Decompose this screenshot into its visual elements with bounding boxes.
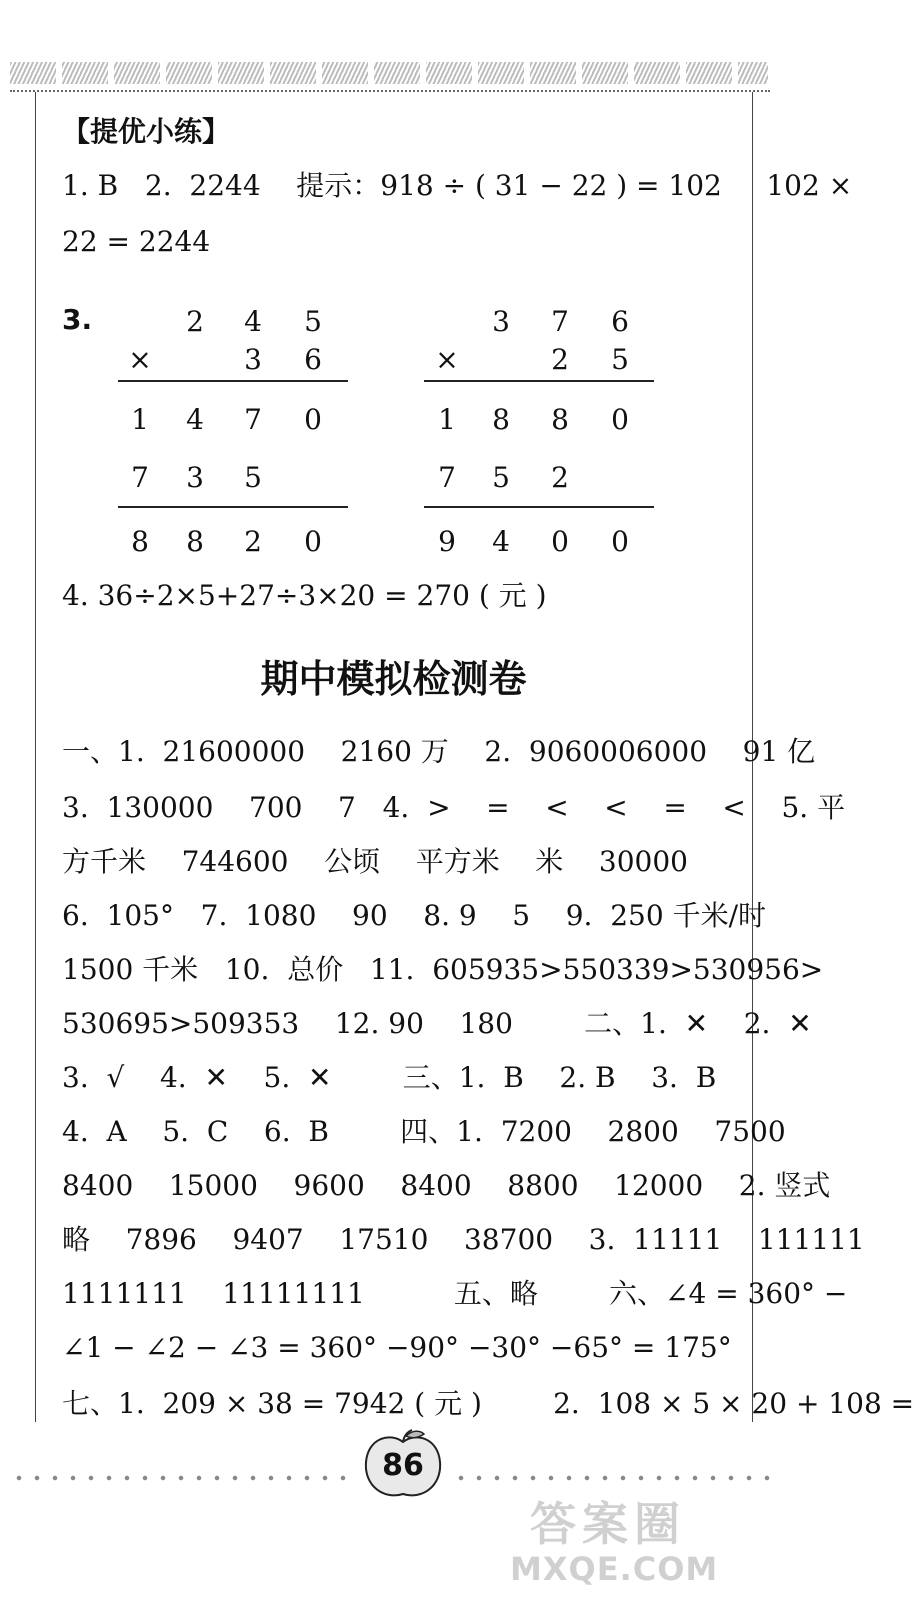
exam-line: 七、1. 209 × 38 = 7942 ( 元 ) 2. 108 × 5 × 20 + 108 = bbox=[62, 1387, 914, 1420]
calc-digit: 2 bbox=[551, 461, 569, 494]
calc-digit: 8 bbox=[492, 403, 510, 436]
watermark-logo bbox=[510, 1488, 780, 1598]
question-3-label: 3. bbox=[62, 303, 93, 336]
exam-line: 530695>509353 12. 90 180 二、1. ✕ 2. ✕ bbox=[62, 1007, 812, 1040]
times-sign: × bbox=[435, 343, 459, 376]
header-dotted-line bbox=[10, 90, 770, 92]
exam-line: 3. 130000 700 7 4. > = < < = < 5. 平 bbox=[62, 791, 846, 824]
footer-dots-right bbox=[452, 1472, 777, 1484]
answer-line-4: 4. 36÷2×5+27÷3×20 = 270 ( 元 ) bbox=[62, 579, 547, 612]
page-number: 86 bbox=[382, 1448, 424, 1483]
calc-digit: 7 bbox=[551, 305, 569, 338]
exam-line: ∠1 − ∠2 − ∠3 = 360° −90° −30° −65° = 175° bbox=[62, 1331, 732, 1364]
calc-digit: 7 bbox=[131, 461, 149, 494]
watermark-top-text: 答案圈 bbox=[530, 1497, 686, 1551]
calc-digit: 2 bbox=[186, 305, 204, 338]
calc-digit: 8 bbox=[186, 525, 204, 558]
calc-digit: 5 bbox=[492, 461, 510, 494]
exam-line: 6. 105° 7. 1080 90 8. 9 5 9. 250 千米/时 bbox=[62, 899, 767, 932]
calc-digit: 4 bbox=[244, 305, 262, 338]
calc-rule bbox=[424, 380, 654, 382]
calc-rule bbox=[118, 506, 348, 508]
calc-digit: 5 bbox=[244, 461, 262, 494]
exam-line: 4. A 5. C 6. B 四、1. 7200 2800 7500 bbox=[62, 1115, 786, 1148]
calc-rule bbox=[424, 506, 654, 508]
exam-line: 方千米 744600 公顷 平方米 米 30000 bbox=[62, 845, 688, 878]
calc-digit: 3 bbox=[186, 461, 204, 494]
exam-line: 略 7896 9407 17510 38700 3. 11111 111111 bbox=[62, 1223, 865, 1256]
calc-digit: 0 bbox=[611, 525, 629, 558]
calc-digit: 0 bbox=[611, 403, 629, 436]
calc-digit: 0 bbox=[551, 525, 569, 558]
calc-digit: 6 bbox=[304, 343, 322, 376]
exam-line: 1111111 11111111 五、略 六、∠4 = 360° − bbox=[62, 1277, 848, 1310]
calc-digit: 0 bbox=[304, 525, 322, 558]
answer-line-2: 22 = 2244 bbox=[62, 225, 211, 258]
exam-line: 8400 15000 9600 8400 8800 12000 2. 竖式 bbox=[62, 1169, 831, 1202]
exam-line: 3. √ 4. ✕ 5. ✕ 三、1. B 2. B 3. B bbox=[62, 1061, 717, 1094]
calc-rule bbox=[118, 380, 348, 382]
calc-digit: 8 bbox=[551, 403, 569, 436]
calc-digit: 0 bbox=[304, 403, 322, 436]
exam-title: 期中模拟检测卷 bbox=[260, 657, 527, 701]
answer-line-1: 1. B 2. 2244 提示：918 ÷ ( 31 − 22 ) = 102 102 × bbox=[62, 169, 853, 202]
calc-digit: 1 bbox=[131, 403, 149, 436]
footer-dots-left bbox=[10, 1472, 355, 1484]
exam-line: 1500 千米 10. 总价 11. 605935>550339>530956> bbox=[62, 953, 824, 986]
header-hatch-gaps bbox=[10, 62, 768, 84]
calc-digit: 3 bbox=[244, 343, 262, 376]
calc-digit: 5 bbox=[611, 343, 629, 376]
left-margin-rule bbox=[35, 92, 36, 1422]
calc-digit: 4 bbox=[186, 403, 204, 436]
page-number-badge bbox=[360, 1428, 446, 1504]
calc-digit: 4 bbox=[492, 525, 510, 558]
calc-digit: 1 bbox=[438, 403, 456, 436]
section-heading: 【提优小练】 bbox=[62, 115, 231, 148]
calc-digit: 8 bbox=[131, 525, 149, 558]
exam-line: 一、1. 21600000 2160 万 2. 9060006000 91 亿 bbox=[62, 735, 816, 768]
watermark-url: MXQE.COM bbox=[510, 1550, 719, 1588]
calc-digit: 2 bbox=[244, 525, 262, 558]
calc-digit: 7 bbox=[438, 461, 456, 494]
calc-digit: 5 bbox=[304, 305, 322, 338]
calc-digit: 2 bbox=[551, 343, 569, 376]
calc-digit: 9 bbox=[438, 525, 456, 558]
calc-digit: 7 bbox=[244, 403, 262, 436]
times-sign: × bbox=[128, 343, 152, 376]
calc-digit: 3 bbox=[492, 305, 510, 338]
calc-digit: 6 bbox=[611, 305, 629, 338]
